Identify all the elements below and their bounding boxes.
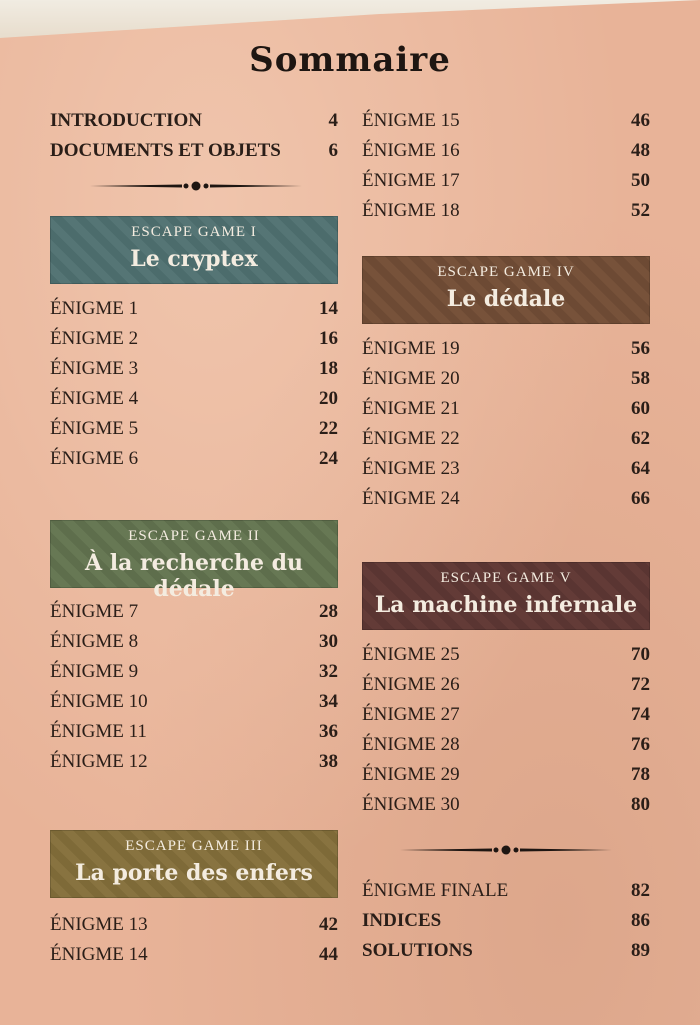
toc-entry[interactable] [50, 914, 338, 944]
entry-label: ÉNIGME 4 [50, 388, 139, 409]
section-title: Le dédale [446, 286, 566, 312]
entry-label: ÉNIGME 13 [50, 914, 148, 935]
entry-label: ÉNIGME 10 [50, 691, 148, 712]
toc-entry[interactable] [362, 140, 650, 170]
toc-entry[interactable] [362, 338, 650, 368]
entry-label: ÉNIGME 21 [362, 398, 460, 419]
toc-entry[interactable] [362, 428, 650, 458]
entry-label: ÉNIGME 29 [362, 764, 460, 785]
toc-entry[interactable] [50, 328, 338, 358]
toc-entry[interactable] [50, 661, 338, 691]
toc-entry[interactable] [50, 298, 338, 328]
toc-entry-solutions[interactable] [362, 940, 650, 970]
toc-entry[interactable] [362, 674, 650, 704]
toc-entry[interactable] [362, 458, 650, 488]
toc-entry[interactable] [362, 368, 650, 398]
entry-page: 86 [631, 910, 650, 931]
page-title: Sommaire [249, 40, 451, 80]
toc-entry-documents[interactable] [50, 140, 338, 170]
toc-entry[interactable] [362, 200, 650, 230]
entry-label: ÉNIGME 1 [50, 298, 139, 319]
entry-label: DOCUMENTS ET OBJETS [50, 140, 281, 161]
entry-page: 24 [319, 448, 338, 469]
entry-page: 28 [319, 601, 338, 622]
entry-label: ÉNIGME 9 [50, 661, 139, 682]
toc-entry[interactable] [50, 631, 338, 661]
section-kicker: ESCAPE GAME I [131, 224, 257, 240]
entry-label: ÉNIGME 27 [362, 704, 460, 725]
entry-page: 48 [631, 140, 650, 161]
entry-label: ÉNIGME 3 [50, 358, 139, 379]
entry-label: ÉNIGME 15 [362, 110, 460, 131]
toc-entry[interactable] [362, 170, 650, 200]
section-kicker: ESCAPE GAME II [128, 528, 260, 544]
entry-page: 16 [319, 328, 338, 349]
entry-label: ÉNIGME 5 [50, 418, 139, 439]
toc-entry[interactable] [50, 751, 338, 781]
entry-page: 62 [631, 428, 650, 449]
entry-page: 89 [631, 940, 650, 961]
entry-label: ÉNIGME 11 [50, 721, 147, 742]
entry-page: 42 [319, 914, 338, 935]
toc-entry[interactable] [362, 794, 650, 824]
entry-label: ÉNIGME 24 [362, 488, 460, 509]
entry-page: 66 [631, 488, 650, 509]
entry-page: 14 [319, 298, 338, 319]
section-band-escape-game-5 [362, 562, 650, 630]
entry-page: 38 [319, 751, 338, 772]
toc-entry-indices[interactable] [362, 910, 650, 940]
toc-entry[interactable] [50, 691, 338, 721]
toc-entry[interactable] [50, 721, 338, 751]
entry-label: ÉNIGME 23 [362, 458, 460, 479]
toc-entry[interactable] [50, 418, 338, 448]
entry-page: 52 [631, 200, 650, 221]
entry-label: ÉNIGME 17 [362, 170, 460, 191]
toc-entry[interactable] [362, 110, 650, 140]
entry-label: ÉNIGME 25 [362, 644, 460, 665]
entry-page: 20 [319, 388, 338, 409]
entry-label: ÉNIGME 18 [362, 200, 460, 221]
entry-label: ÉNIGME 7 [50, 601, 139, 622]
entry-label: ÉNIGME 16 [362, 140, 460, 161]
entry-page: 44 [319, 944, 338, 965]
entry-page: 22 [319, 418, 338, 439]
entry-label: ÉNIGME FINALE [362, 880, 509, 901]
entry-page: 46 [631, 110, 650, 131]
entry-page: 18 [319, 358, 338, 379]
entry-page: 76 [631, 734, 650, 755]
entry-page: 64 [631, 458, 650, 479]
entry-label: ÉNIGME 26 [362, 674, 460, 695]
entry-page: 78 [631, 764, 650, 785]
entry-label: ÉNIGME 12 [50, 751, 148, 772]
entry-label: ÉNIGME 14 [50, 944, 148, 965]
toc-entry[interactable] [50, 944, 338, 974]
toc-entry[interactable] [362, 644, 650, 674]
entry-page: 58 [631, 368, 650, 389]
section-title: Le cryptex [130, 246, 258, 272]
entry-page: 34 [319, 691, 338, 712]
toc-entry[interactable] [50, 388, 338, 418]
toc-entry[interactable] [362, 764, 650, 794]
toc-entry[interactable] [50, 448, 338, 478]
entry-label: ÉNIGME 30 [362, 794, 460, 815]
entry-page: 70 [631, 644, 650, 665]
toc-entry[interactable] [362, 734, 650, 764]
section-kicker: ESCAPE GAME III [125, 838, 263, 854]
entry-label: ÉNIGME 6 [50, 448, 139, 469]
toc-entry-enigme-finale[interactable] [362, 880, 650, 910]
entry-page: 74 [631, 704, 650, 725]
entry-label: SOLUTIONS [362, 940, 473, 961]
section-title: La porte des enfers [75, 860, 313, 886]
toc-entry[interactable] [362, 704, 650, 734]
entry-label: ÉNIGME 20 [362, 368, 460, 389]
section-title: La machine infernale [374, 592, 638, 618]
entry-label: ÉNIGME 22 [362, 428, 460, 449]
ornament-divider [90, 178, 302, 194]
entry-page: 32 [319, 661, 338, 682]
entry-label: ÉNIGME 2 [50, 328, 139, 349]
ornament-divider [400, 842, 612, 858]
entry-page: 82 [631, 880, 650, 901]
entry-page: 72 [631, 674, 650, 695]
entry-label: ÉNIGME 28 [362, 734, 460, 755]
entry-page: 4 [328, 110, 338, 131]
section-title: À la recherche du dédale [85, 550, 303, 602]
section-kicker: ESCAPE GAME V [440, 570, 572, 586]
section-band-escape-game-4 [362, 256, 650, 324]
section-band-escape-game-2 [50, 520, 338, 602]
section-band-escape-game-3 [50, 830, 338, 898]
section-kicker: ESCAPE GAME IV [437, 264, 575, 280]
entry-page: 36 [319, 721, 338, 742]
entry-page: 56 [631, 338, 650, 359]
entry-page: 50 [631, 170, 650, 191]
section-band-escape-game-1 [50, 216, 338, 284]
toc-entry-introduction[interactable] [50, 110, 338, 140]
entry-page: 60 [631, 398, 650, 419]
toc-entry[interactable] [50, 601, 338, 631]
entry-page: 30 [319, 631, 338, 652]
entry-page: 6 [328, 140, 338, 161]
entry-label: INDICES [362, 910, 442, 931]
toc-entry[interactable] [362, 488, 650, 518]
entry-label: INTRODUCTION [50, 110, 203, 131]
toc-entry[interactable] [362, 398, 650, 428]
entry-page: 80 [631, 794, 650, 815]
toc-entry[interactable] [50, 358, 338, 388]
entry-label: ÉNIGME 19 [362, 338, 460, 359]
entry-label: ÉNIGME 8 [50, 631, 139, 652]
